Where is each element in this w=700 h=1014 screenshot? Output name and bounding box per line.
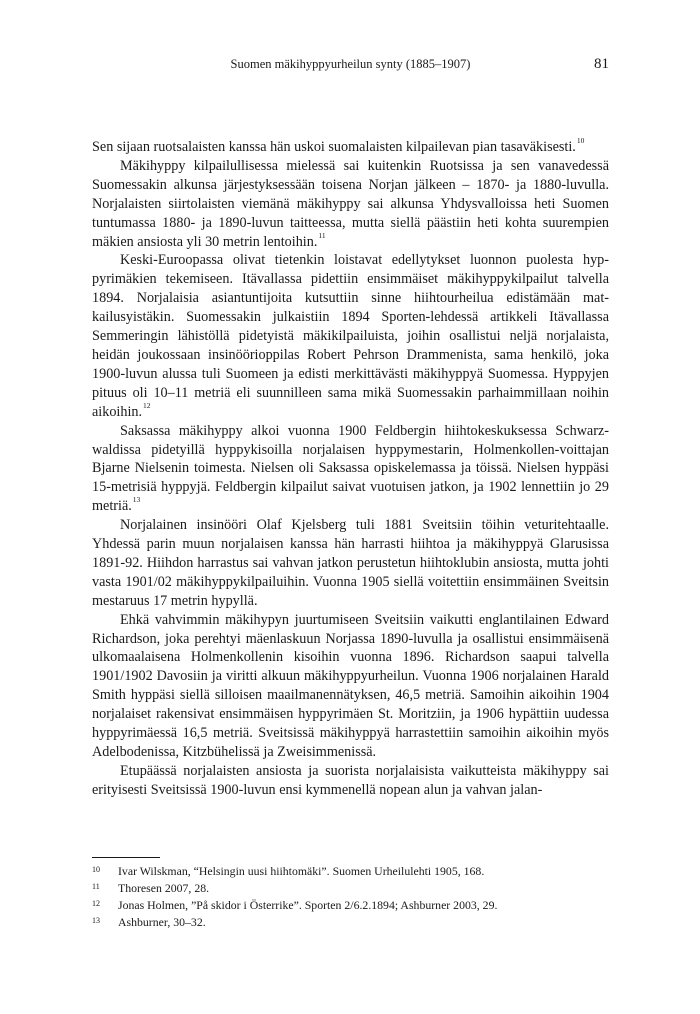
paragraph-text: Keski-Euroopassa olivat tietenkin loistavat edellytykset luonnon puolesta hyppyrimäkien tekemiseen. Itävallassa pidettiin ensimmäiset mäkihyppykilpailut talvella 1894. Norjalaisia asiantuntijoita kutsuttiin sinne hiihtourheilua edistämään matkailusyistäkin. Suomessakin julkaistiin 1894 Sporten-lehdessä artikkeli Itävallassa Semmeringin lähistöllä pidetyistä mäkikilpailuista, joihin osallistui neljä norjalaista, heidän joukossaan insinöörioppilas Robert Pehrson Drammenista, sama henkilö, joka 1900-luvun alussa tuli Suomeen ja edisti merkittävästi mäkihyppyä Suomessa. Hyppyjen pituus oli 10–11 metriä eli suunnilleen sama mikä Suomessakin parhaimmillaan noihin aikoihin. — [92, 252, 609, 420]
footnote-text: Jonas Holmen, ”På skidor i Österrike”. Sporten 2/6.2.1894; Ashburner 2003, 29. — [118, 898, 498, 912]
paragraph-text: Norjalainen insinööri Olaf Kjelsberg tuli 1881 Sveitsiin töihin veturitehtaalle. Yhdessä parin muun norjalaisen kanssa hän harrasti hiihtoa ja mäkihyppyä Glarusissa 1891-92. Hiihdon harrastus sai vahvan jatkon perustetun hiihtoklubin ansiosta, mutta johti vasta 1901/02 mäkihyppykilpailuihin. Vuonna 1905 siellä voitettiin ensimmäinen Sveitsin mestaruus 17 metrin hypyllä. — [92, 517, 609, 609]
paragraph — [92, 611, 609, 762]
paragraph — [92, 138, 609, 157]
footnote — [92, 880, 609, 897]
paragraph — [92, 251, 609, 421]
footnote — [92, 863, 609, 880]
paragraph-text: Ehkä vahvimmin mäkihypyn juurtumiseen Sveitsiin vaikutti englantilainen Edward Richardson, joka perehtyi mäenlaskuun Norjassa 1890-luvulla ja osallistui ensimmäisenä ulkomaalaisena Holmenkollenin kisoihin vuonna 1896. Richardson saapui talvella 1901/1902 Davosiin ja viritti alkuun mäkihyppyurheilun. Vuonna 1906 norjalainen Harald Smith hyppäsi siellä silloisen maailmanennätyksen, 46,5 metriä. Samoihin aikoihin 1904 norjalaiset rakensivat ensimmäisen hyppyrimäen St. Moritziin, ja 1906 hypättiin uudessa hyppyrimäessä 16,5 metriä. Sveitsissä mäkihyppyä harrastettiin samoihin aikoihin myös Adelbodenissa, Kitzbühelissä ja Zweisimmenissä. — [92, 611, 609, 760]
paragraph — [92, 422, 609, 517]
footnote-reference: 11 — [318, 230, 326, 240]
paragraph — [92, 157, 609, 252]
footnote-number: 12 — [92, 899, 100, 908]
footnote-reference: 10 — [576, 136, 585, 145]
footnote-number: 11 — [92, 882, 100, 891]
footnote-text: Ashburner, 30–32. — [118, 915, 206, 929]
paragraph — [92, 762, 609, 800]
footnote-text: Thoresen 2007, 28. — [118, 881, 210, 895]
body-text — [92, 138, 609, 800]
page-header — [92, 55, 609, 75]
paragraph-text: Etupäässä norjalaisten ansiosta ja suorista norjalaisista vaikutteista mäkihyppy sai erityisesti Sveitsissä 1900-luvun ensi kymmenellä nopean alun ja vahvan jalan- — [92, 762, 609, 798]
paragraph-text: Saksassa mäkihyppy alkoi vuonna 1900 Feldbergin hiihtokeskuksessa Schwarzwaldissa pidetyillä hyppykisoilla norjalaisen hyppymestarin, Holmenkollen-voittajan Bjarne Nielsenin toimesta. Nielsen oli Saksassa opiskelemassa ja töissä. Nielsen hyppäsi 15-metrisiä hyppyjä. Feldbergin kilpailut saivat vuotuisen jatkon, ja 1902 lennettiin jo 29 metriä. — [92, 422, 609, 515]
paragraph-text: Sen sijaan ruotsalaisten kanssa hän uskoi suomalaisten kilpailevan pian tasaväkisesti. — [92, 139, 576, 155]
footnote-reference: 12 — [143, 400, 151, 410]
running-title: Suomen mäkihyppyurheilun synty (1885–1907) — [230, 57, 471, 71]
footnote-text: Ivar Wilskman, “Helsingin uusi hiihtomäki”. Suomen Urheilulehti 1905, 168. — [118, 864, 485, 878]
footnote — [92, 914, 609, 931]
footnote-divider — [92, 857, 160, 858]
paragraph — [92, 516, 609, 611]
footnote-number: 13 — [92, 916, 100, 925]
paragraph-text: Mäkihyppy kilpailullisessa mielessä sai kuitenkin Ruotsissa ja sen vanavedessä Suomessakin alkunsa järjestyksessään toisena Norjan jälkeen – 1870- ja 1880-luvulla. Norjalaisten siirtolaisten viemänä mäkihyppy sai alkunsa Yhdysvalloissa heti Suomen tuntumassa 1880- ja 1890-luvun taitteessa, mutta siellä päästiin heti kohta suurempien mäkien ansiosta yli 30 metrin lentoihin. — [92, 157, 609, 250]
footnote-reference: 13 — [132, 495, 141, 505]
footnotes — [92, 863, 609, 931]
footnote — [92, 897, 609, 914]
page-number: 81 — [594, 56, 609, 72]
footnote-number: 10 — [92, 865, 100, 874]
